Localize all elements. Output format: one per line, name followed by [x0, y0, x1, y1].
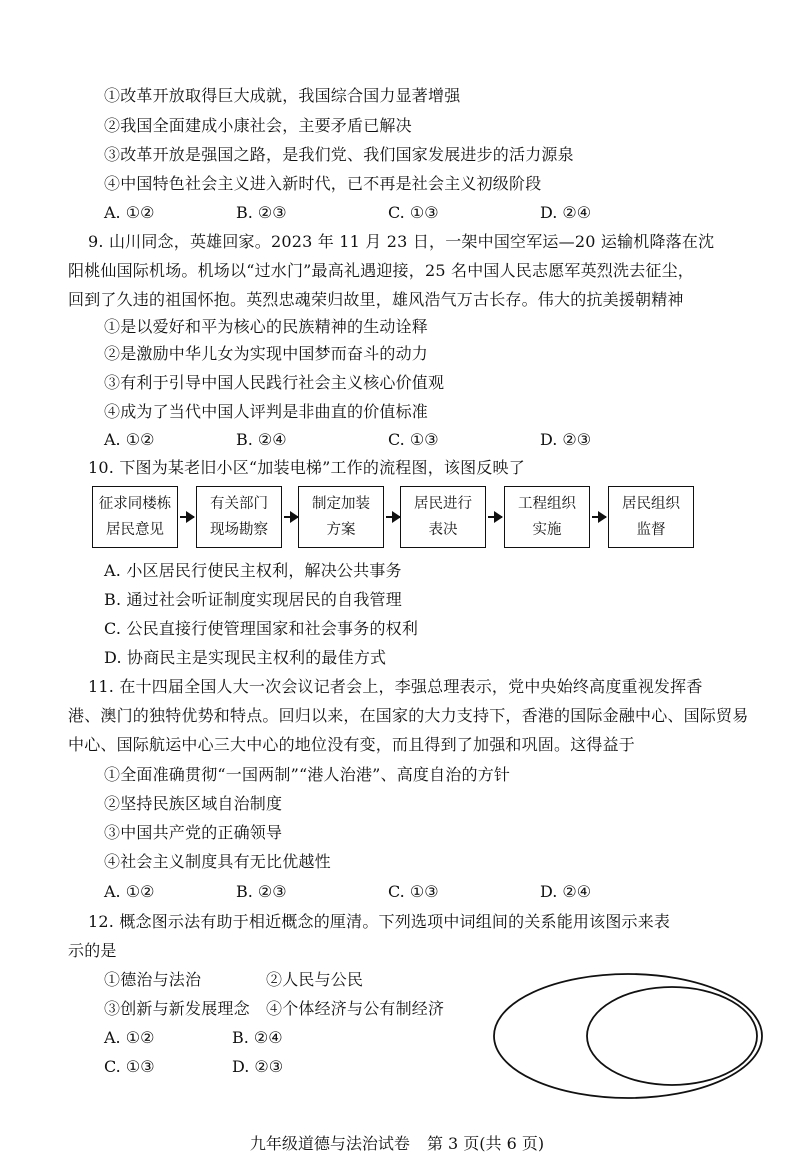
q10-option-b: B. 通过社会听证制度实现居民的自我管理	[104, 590, 402, 609]
footer-page-number: 第 3 页(共 6 页)	[426, 1134, 545, 1153]
flow-step-5-line-2: 实施	[532, 522, 562, 538]
q9-item-3: ③有利于引导中国人民践行社会主义核心价值观	[104, 373, 445, 392]
flow-step-5	[504, 486, 590, 548]
flow-step-1-line-2: 居民意见	[106, 522, 164, 538]
q11-item-2: ②坚持民族区域自治制度	[104, 794, 283, 813]
flow-step-6-line-1: 居民组织	[622, 496, 680, 512]
flow-arrow-1	[180, 516, 194, 518]
flow-step-6-line-2: 监督	[636, 522, 666, 538]
q12-item-2: ②人民与公民	[266, 970, 364, 989]
q8-item-3: ③改革开放是强国之路，是我们党、我们国家发展进步的活力源泉	[104, 145, 574, 164]
q11-stem-line-3: 中心、国际航运中心三大中心的地位没有变，而且得到了加强和巩固。这得益于	[68, 735, 636, 754]
q11-item-4: ④社会主义制度具有无比优越性	[104, 852, 331, 871]
q9-stem-line-3: 回到了久违的祖国怀抱。英烈忠魂荣归故里，雄风浩气万古长存。伟大的抗美援朝精神	[68, 290, 684, 309]
q9-item-2: ②是激励中华儿女为实现中国梦而奋斗的动力	[104, 344, 429, 363]
flow-arrow-2	[284, 516, 298, 518]
q11-option-b: B. ②③	[236, 882, 287, 901]
q10-option-a: A. 小区居民行使民主权利，解决公共事务	[104, 561, 402, 580]
q9-stem-line-2: 阳桃仙国际机场。机场以“过水门”最高礼遇迎接，25 名中国人民志愿军英烈洗去征尘，	[68, 261, 695, 280]
page-footer	[0, 1131, 794, 1154]
concept-diagram	[488, 968, 768, 1104]
flow-arrow-5	[592, 516, 606, 518]
flow-step-1-line-1: 征求同楼栋	[98, 496, 172, 512]
q11-option-a: A. ①②	[104, 882, 155, 901]
q12-option-b: B. ②④	[232, 1028, 283, 1047]
q12-item-3: ③创新与新发展理念	[104, 999, 250, 1018]
q12-item-4: ④个体经济与公有制经济	[266, 999, 445, 1018]
q9-option-c: C. ①③	[388, 430, 439, 449]
flow-arrow-3	[386, 516, 400, 518]
q11-option-c: C. ①③	[388, 882, 439, 901]
q11-option-d: D. ②④	[540, 882, 592, 901]
q11-item-1: ①全面准确贯彻“一国两制”“港人治港”、高度自治的方针	[104, 765, 511, 784]
q8-option-b: B. ②③	[236, 203, 287, 222]
footer-title: 九年级道德与法治试卷	[249, 1134, 410, 1153]
q9-option-d: D. ②③	[540, 430, 592, 449]
q10-option-d: D. 协商民主是实现民主权利的最佳方式	[104, 648, 387, 667]
q12-option-c: C. ①③	[104, 1057, 155, 1076]
flow-step-4-line-2: 表决	[428, 522, 458, 538]
q8-item-1: ①改革开放取得巨大成就，我国综合国力显著增强	[104, 86, 461, 105]
q12-stem-line-1: 12. 概念图示法有助于相近概念的厘清。下列选项中词组间的关系能用该图示来表	[88, 912, 671, 931]
flow-step-3	[298, 486, 384, 548]
q10-option-c: C. 公民直接行使管理国家和社会事务的权利	[104, 619, 419, 638]
q9-item-4: ④成为了当代中国人评判是非曲直的价值标准	[104, 402, 429, 421]
q8-item-4: ④中国特色社会主义进入新时代，已不再是社会主义初级阶段	[104, 174, 542, 193]
q11-item-3: ③中国共产党的正确领导	[104, 823, 283, 842]
q9-stem-line-1: 9. 山川同念，英雄回家。2023 年 11 月 23 日，一架中国空军运—20 运输机降落在沈	[88, 232, 715, 251]
q9-item-1: ①是以爱好和平为核心的民族精神的生动诠释	[104, 317, 429, 336]
flow-step-3-line-2: 方案	[326, 522, 356, 538]
flow-step-4-line-1: 居民进行	[414, 496, 472, 512]
q8-option-d: D. ②④	[540, 203, 592, 222]
q9-option-a: A. ①②	[104, 430, 155, 449]
q12-option-a: A. ①②	[104, 1028, 155, 1047]
flow-step-3-line-1: 制定加装	[312, 496, 370, 512]
q8-item-2: ②我国全面建成小康社会，主要矛盾已解决	[104, 116, 412, 135]
q12-option-d: D. ②③	[232, 1057, 284, 1076]
flow-step-4	[400, 486, 486, 548]
inner-ellipse	[587, 987, 757, 1085]
q12-item-1: ①德治与法治	[104, 970, 202, 989]
q9-option-b: B. ②④	[236, 430, 287, 449]
q8-option-c: C. ①③	[388, 203, 439, 222]
q11-stem-line-1: 11. 在十四届全国人大一次会议记者会上，李强总理表示，党中央始终高度重视发挥香	[88, 677, 703, 696]
q10-stem: 10. 下图为某老旧小区“加装电梯”工作的流程图，该图反映了	[88, 458, 525, 477]
flow-step-2-line-1: 有关部门	[210, 496, 268, 512]
outer-ellipse	[494, 974, 762, 1098]
flow-step-2	[196, 486, 282, 548]
q12-stem-line-2: 示的是	[68, 941, 117, 960]
flow-step-2-line-2: 现场勘察	[210, 522, 268, 538]
flow-step-6	[608, 486, 694, 548]
flow-step-1	[92, 486, 178, 548]
flow-arrow-4	[488, 516, 502, 518]
flow-step-5-line-1: 工程组织	[518, 496, 576, 512]
q8-option-a: A. ①②	[104, 203, 155, 222]
q11-stem-line-2: 港、澳门的独特优势和特点。回归以来，在国家的大力支持下，香港的国际金融中心、国际贸易	[68, 706, 749, 725]
